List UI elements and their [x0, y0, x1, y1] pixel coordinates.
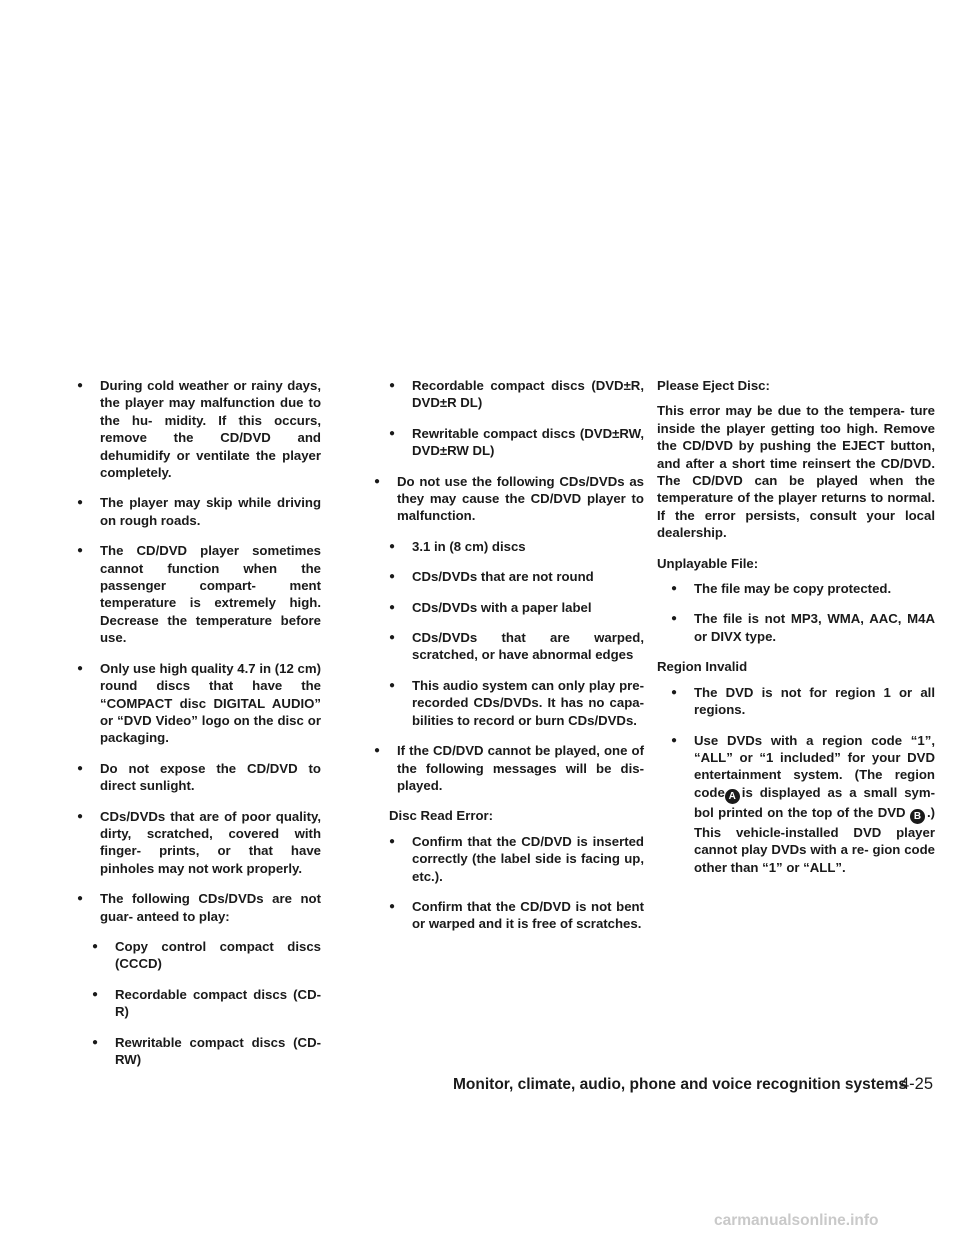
bullet-sunlight: ● Do not expose the CD/DVD to direct sunlight.	[63, 760, 321, 795]
region-code-text-1: Use DVDs with a region code “1”, “ALL” or “1 included” for your DVD entertainment system. (The region code	[694, 732, 935, 800]
bullet-cannot-be-played: ● If the CD/DVD cannot be played, one of the following messages will be dis- played.	[360, 742, 644, 794]
sub-bullet-cccd: ● Copy control compact discs (CCCD)	[63, 938, 321, 973]
bullet-region-code	[657, 732, 935, 876]
watermark: carmanualsonline.info	[714, 1212, 879, 1229]
sub-bullet-not-round: ● CDs/DVDs that are not round	[360, 568, 644, 585]
bullet-poor-quality: ● CDs/DVDs that are of poor quality, dirty, scratched, covered with finger- prints, or that have pinholes may not work properly.	[63, 808, 321, 878]
region-code-text-3: .) This vehicle-installed DVD player cannot play DVDs with a re- gion code other than “1” or “ALL”.	[694, 804, 935, 875]
page-number: 4-25	[900, 1075, 934, 1093]
bullet-copy-protected: ● The file may be copy protected.	[657, 580, 935, 597]
callout-b-icon: B	[910, 809, 925, 824]
bullet-rough-roads: ● The player may skip while driving on rough roads.	[63, 494, 321, 529]
sub-bullet-cd-rw: ● Rewritable compact discs (CD-RW)	[63, 1034, 321, 1069]
sub-bullet-dvd-r: ● Recordable compact discs (DVD±R, DVD±R DL)	[360, 377, 644, 412]
sub-bullet-inserted-correctly: ● Confirm that the CD/DVD is inserted correctly (the label side is facing up, etc.).	[360, 833, 644, 885]
bullet-file-type: ● The file is not MP3, WMA, AAC, M4A or DIVX type.	[657, 610, 935, 645]
heading-disc-read-error: Disc Read Error:	[389, 808, 494, 824]
heading-unplayable-file: Unplayable File:	[657, 555, 759, 571]
heading-region-invalid: Region Invalid	[657, 659, 748, 675]
sub-bullet-8cm-discs: ● 3.1 in (8 cm) discs	[360, 538, 644, 555]
callout-a-icon: A	[725, 789, 740, 804]
sub-bullet-not-bent: ● Confirm that the CD/DVD is not bent or warped and it is free of scratches.	[360, 898, 644, 933]
sub-bullet-prerecorded-only: ● This audio system can only play pre- recorded CDs/DVDs. It has no capa- bilities to record or burn CDs/DVDs.	[360, 677, 644, 729]
paragraph-eject-explanation: This error may be due to the tempera- ture inside the player getting too high. Remove the CD/DVD by pushing the EJECT button, and after a short time reinsert the CD/DVD. The CD/DVD can be played when the temperature of the player returns to normal. If the error persists, consult your local dealership.	[657, 403, 935, 541]
sub-bullet-warped: ● CDs/DVDs that are warped, scratched, or have abnormal edges	[360, 629, 644, 664]
section-footer-title: Monitor, climate, audio, phone and voice recognition systems	[453, 1076, 907, 1093]
bullet-region-not-1: ● The DVD is not for region 1 or all regions.	[657, 684, 935, 719]
region-code-text-2: is displayed as a small sym- bol printed on the top of the DVD	[694, 784, 935, 820]
bullet-cold-weather: ● During cold weather or rainy days, the player may malfunction due to the hu- midity. If this occurs, remove the CD/DVD and dehumidify or ventilate the player completely.	[63, 377, 321, 481]
middle-column	[360, 377, 644, 946]
sub-bullet-dvd-rw: ● Rewritable compact discs (DVD±RW, DVD±RW DL)	[360, 425, 644, 460]
bullet-high-quality-discs: ● Only use high quality 4.7 in (12 cm) round discs that have the “COMPACT disc DIGITAL AUDIO” or “DVD Video” logo on the disc or packaging.	[63, 660, 321, 747]
bullet-high-temperature: ● The CD/DVD player sometimes cannot function when the passenger compart- ment temperature is extremely high. Decrease the temperature before use.	[63, 542, 321, 646]
bullet-not-guaranteed: ● The following CDs/DVDs are not guar- anteed to play:	[63, 890, 321, 925]
right-column	[657, 377, 935, 889]
left-column	[63, 377, 321, 1081]
heading-please-eject: Please Eject Disc:	[657, 378, 770, 393]
sub-bullet-paper-label: ● CDs/DVDs with a paper label	[360, 599, 644, 616]
bullet-do-not-use: ● Do not use the following CDs/DVDs as they may cause the CD/DVD player to malfunction.	[360, 473, 644, 525]
sub-bullet-cd-r: ● Recordable compact discs (CD-R)	[63, 986, 321, 1021]
